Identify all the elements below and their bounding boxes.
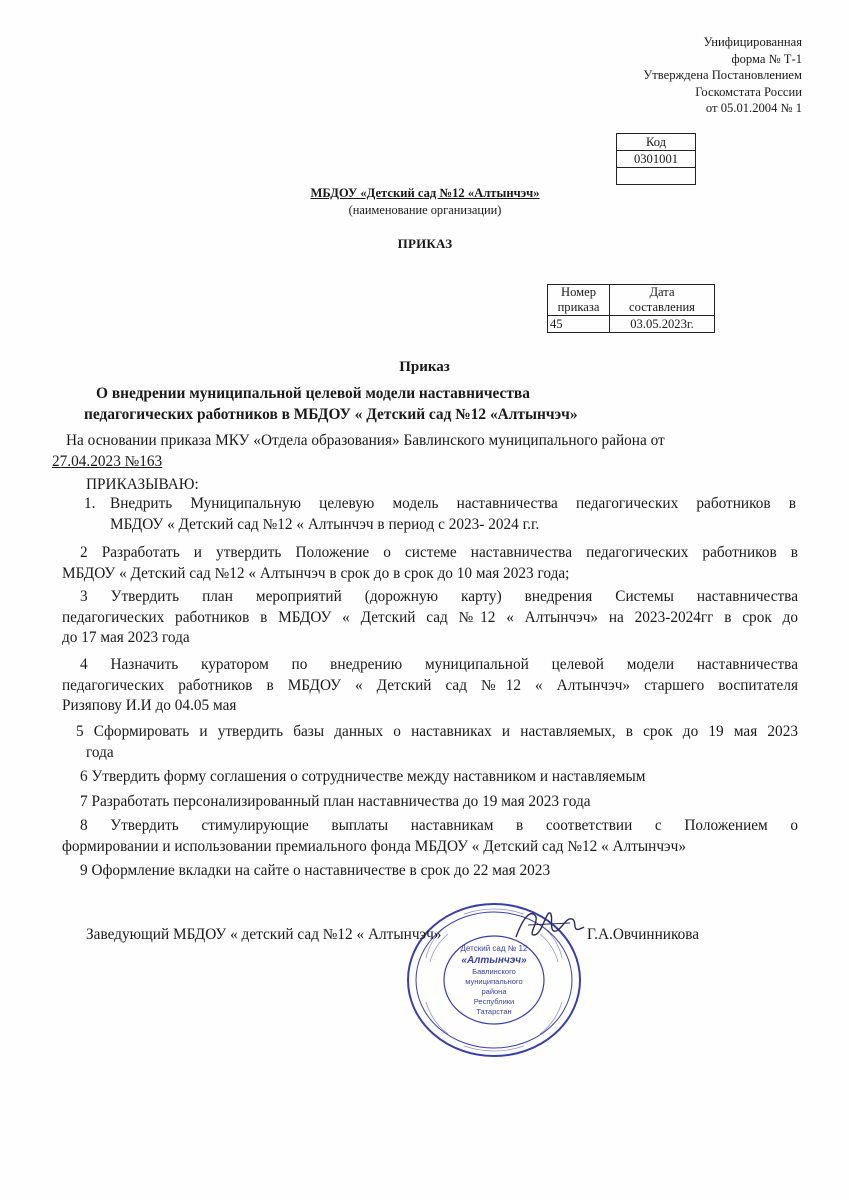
item-line: педагогических работников в МБДОУ « Детский сад №12 « Алтынчэч» на 2023-2024гг в срок до <box>62 608 798 626</box>
stamp-line: «Алтынчэч» <box>461 955 527 966</box>
form-note <box>643 34 802 117</box>
stamp-line: Татарстан <box>476 1007 512 1016</box>
stamp-line: Детский сад № 12 <box>460 944 528 953</box>
item-line: формировании и использовании премиального фонда МБДОУ « Детский сад №12 « Алтынчэч» <box>62 837 686 855</box>
order-date-label-line: составления <box>629 300 695 314</box>
order-item <box>84 494 796 535</box>
order-item <box>62 543 798 584</box>
topic-line: О внедрении муниципальной целевой модели наставничества <box>96 385 530 402</box>
item-line: МБДОУ « Детский сад №12 « Алтынчэч в период с 2023- 2024 г.г. <box>110 515 540 533</box>
basis-line: На основании приказа МКУ «Отдела образования» Бавлинского муниципального района от <box>66 432 665 449</box>
order-item: 7 Разработать персонализированный план наставничества до 19 мая 2023 года <box>80 793 591 810</box>
code-empty <box>617 168 696 185</box>
organization-name: МБДОУ «Детский сад №12 «Алтынчэч» <box>310 186 540 200</box>
order-number-label <box>548 285 610 316</box>
document-heading: ПРИКАЗ <box>397 236 453 251</box>
signatory-position: Заведующий МБДОУ « детский сад №12 « Алтынчэч» <box>86 926 442 943</box>
order-table <box>547 284 715 333</box>
item-line: 5 Сформировать и утвердить базы данных о наставниках и наставляемых, в срок до 19 мая 2023 <box>76 723 798 740</box>
topic-line: педагогических работников в МБДОУ « Детский сад №12 «Алтынчэч» <box>84 406 578 423</box>
item-line: МБДОУ « Детский сад №12 « Алтынчэч в срок до в срок до 10 мая 2023 года; <box>62 564 570 582</box>
order-number-label-line: приказа <box>557 300 600 314</box>
basis-date: 27.04.2023 №163 <box>52 453 163 470</box>
item-line: до 17 мая 2023 года <box>62 629 190 646</box>
signatory-name: Г.А.Овчинникова <box>587 926 700 943</box>
orders-word: ПРИКАЗЫВАЮ: <box>86 476 199 493</box>
organization-block <box>220 186 630 218</box>
item-line: 2 Разработать и утвердить Положение о системе наставничества педагогических работников в <box>80 544 798 561</box>
item-line: года <box>86 743 114 761</box>
stamp-line: Республики <box>473 997 515 1006</box>
form-note-line: от 05.01.2004 № 1 <box>705 101 802 116</box>
order-item <box>62 722 798 763</box>
order-item <box>62 655 798 717</box>
code-table <box>616 133 696 185</box>
order-number: 45 <box>548 316 610 333</box>
item-line: 8 Утвердить стимулирующие выплаты наставникам в соответствии с Положением о <box>80 817 798 834</box>
code-value: 0301001 <box>617 151 696 168</box>
form-note-line: Госкомстата России <box>695 84 802 99</box>
organization-caption: (наименование организации) <box>348 203 502 217</box>
order-date: 03.05.2023г. <box>610 316 715 333</box>
order-item: 9 Оформление вкладки на сайте о наставничестве в срок до 22 мая 2023 <box>80 862 551 879</box>
order-item: 6 Утвердить форму соглашения о сотрудничестве между наставником и наставляемым <box>80 768 646 785</box>
form-note-line: форма № Т-1 <box>731 51 802 66</box>
item-line: Ризяпову И.И до 04.05 мая <box>62 697 237 714</box>
item-line: Внедрить Муниципальную целевую модель наставничества педагогических работников в <box>110 495 796 512</box>
stamp-line: района <box>481 987 507 996</box>
form-note-line: Унифицированная <box>703 35 802 49</box>
handwritten-signature <box>510 905 590 945</box>
order-date-label <box>610 285 715 316</box>
stamp-line: Бавлинского <box>472 967 516 976</box>
stamp-line: муниципального <box>465 977 523 986</box>
item-number: 1. <box>84 495 96 512</box>
order-number-label-line: Номер <box>560 285 596 299</box>
form-note-line: Утверждена Постановлением <box>643 68 802 83</box>
code-header: Код <box>617 134 696 151</box>
order-date-label-line: Дата <box>649 285 675 299</box>
order-item <box>62 587 798 649</box>
item-line: 4 Назначить куратором по внедрению муниципальной целевой модели наставничества <box>80 656 798 673</box>
order-topic <box>84 383 578 425</box>
subject-title: Приказ <box>399 359 450 375</box>
item-line: педагогических работников в МБДОУ « Детский сад №12 « Алтынчэч» старшего воспитателя <box>62 676 798 694</box>
item-line: 3 Утвердить план мероприятий (дорожную карту) внедрения Системы наставничества <box>80 588 798 605</box>
order-item <box>62 816 798 857</box>
